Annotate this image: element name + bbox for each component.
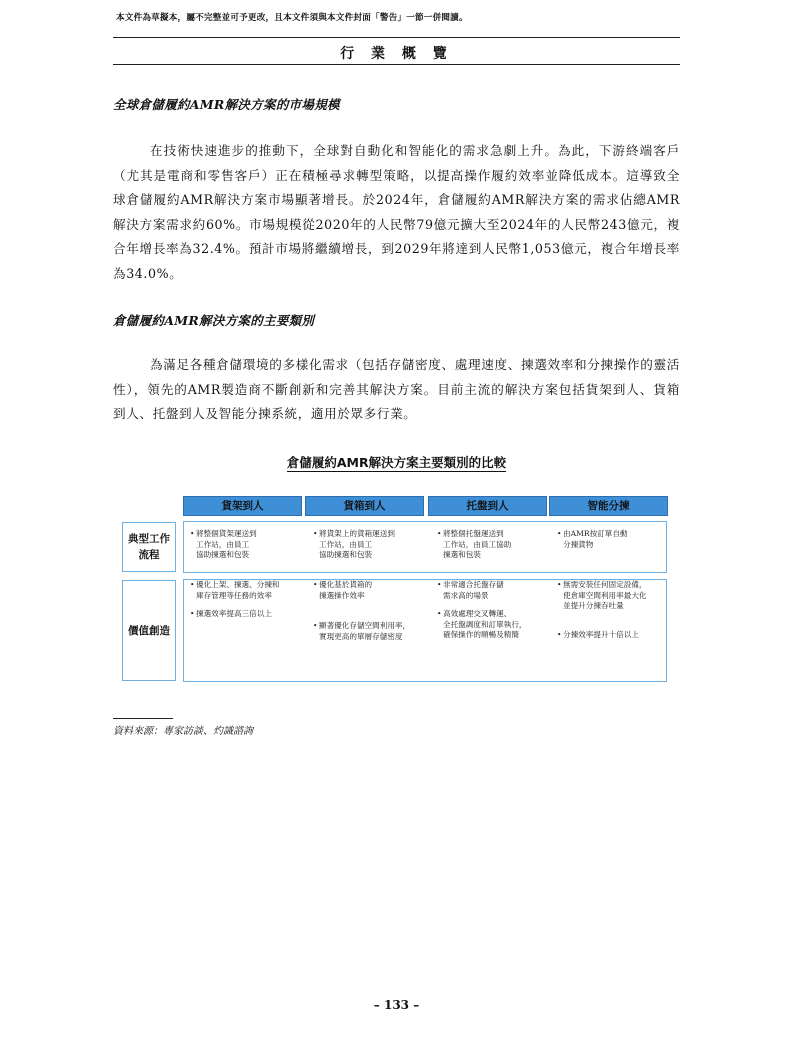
cell-text: 無需安裝任何固定設備， 使倉庫空間利用率最大化 並提升分揀吞吐量 [563,580,647,610]
bullet-icon: • [437,580,442,589]
bullet-icon: • [313,580,318,589]
bullet-icon: • [557,529,562,538]
market-size-paragraph: 在技術快速進步的推動下，全球對自動化和智能化的需求急劇上升。為此，下游終端客戶（尤其是電商和零售客戶）正在積極尋求轉型策略，以提高操作履約效率並降低成本。這導致全球倉儲履約AMR解決方案市場顯著增長。於2024年，倉儲履約AMR解決方案的需求佔總AMR解決方案需求約60%。市場規模從2020年的人民幣79億元擴大至2024年的人民幣243億元，複合年增長率為32.4%。預計市場將繼續增長，到2029年將達到人民幣1,053億元，複合年增長率為34.0%。 [113,143,680,281]
cell-text: 由AMR按訂單自動 分揀貨物 [563,529,628,549]
cell-text: 優化基於貨箱的 揀選操作效率 [319,580,373,600]
header-rule-top [113,37,680,38]
bullet-icon: • [190,529,195,538]
bullet-icon: • [190,580,195,589]
categories-heading: 倉儲履約AMR解決方案的主要類別 [113,313,315,328]
source-rule [113,718,173,719]
cell-text: 分揀效率提升十倍以上 [563,629,639,639]
row-label-workflow: 典型工作 流程 [122,522,176,572]
table-cell [557,529,669,555]
list-item [313,580,425,601]
header-rule-bottom [113,64,680,65]
table-cell [437,580,549,646]
categories-paragraph: 為滿足各種倉儲環境的多樣化需求（包括存儲密度、處理速度、揀選效率和分揀操作的靈活性），領先的AMR製造商不斷創新和完善其解決方案。目前主流的解決方案包括貨架到人、貨箱到人、托盤到人及智能分揀系統，適用於眾多行業。 [113,357,680,421]
draft-warning-note: 本文件為草擬本，屬不完整並可予更改，且本文件須與本文件封面「警告」一節一併閱讀。 [116,13,468,23]
list-item [557,529,669,550]
cell-text: 高效處理交叉轉運、 全托盤調度和訂單執行， 確保操作的順暢及精簡 [443,609,527,639]
bullet-icon: • [437,609,442,618]
comparison-title: 倉儲履約AMR解決方案主要類別的比較 [286,455,507,470]
column-header-pallet-to-person: 托盤到人 [428,496,547,516]
bullet-icon: • [313,529,318,538]
list-item [437,609,549,641]
page-number: – 133 – [373,998,420,1012]
source-note: 資料來源：專家訪談、灼識諮詢 [113,726,253,737]
column-header-shelf-to-person: 貨架到人 [183,496,302,516]
cell-text: 將整個貨架運送到 工作站，由員工 協助揀選和包裝 [196,529,257,559]
section-title: 行 業 概 覽 [340,46,453,62]
bullet-icon: • [190,609,195,618]
list-item [313,621,425,642]
cell-text: 將整個托盤運送到 工作站，由員工協助 揀選和包裝 [443,529,512,559]
table-cell [313,580,425,647]
cell-text: 顯著優化存儲空間利用率， 實現更高的單層存儲密度 [319,621,411,641]
list-item [437,529,549,561]
market-size-heading: 全球倉儲履約AMR解決方案的市場規模 [113,97,340,112]
list-item [557,580,669,612]
bullet-icon: • [557,580,562,589]
list-item [190,580,302,601]
column-header-smart-sorting: 智能分揀 [549,496,668,516]
list-item [437,580,549,601]
table-cell [437,529,549,566]
cell-text: 將貨架上的貨箱運送到 工作站，由員工 協助揀選和包裝 [319,529,395,559]
table-cell [313,529,425,566]
row-label-value: 價值創造 [122,580,176,681]
cell-text: 非常適合托盤存儲 需求高的場景 [443,580,504,600]
list-item [190,529,302,561]
table-cell [190,580,302,625]
cell-text: 揀選效率提高三倍以上 [196,609,272,618]
list-item [190,609,302,620]
cell-text: 優化上架、揀選、分揀和 庫存管理等任務的效率 [196,580,280,600]
bullet-icon: • [557,629,562,639]
table-cell [557,580,669,645]
column-header-tote-to-person: 貨箱到人 [305,496,424,516]
list-item [557,630,669,641]
table-cell [190,529,302,566]
bullet-icon: • [313,621,318,630]
bullet-icon: • [437,529,442,538]
list-item [313,529,425,561]
